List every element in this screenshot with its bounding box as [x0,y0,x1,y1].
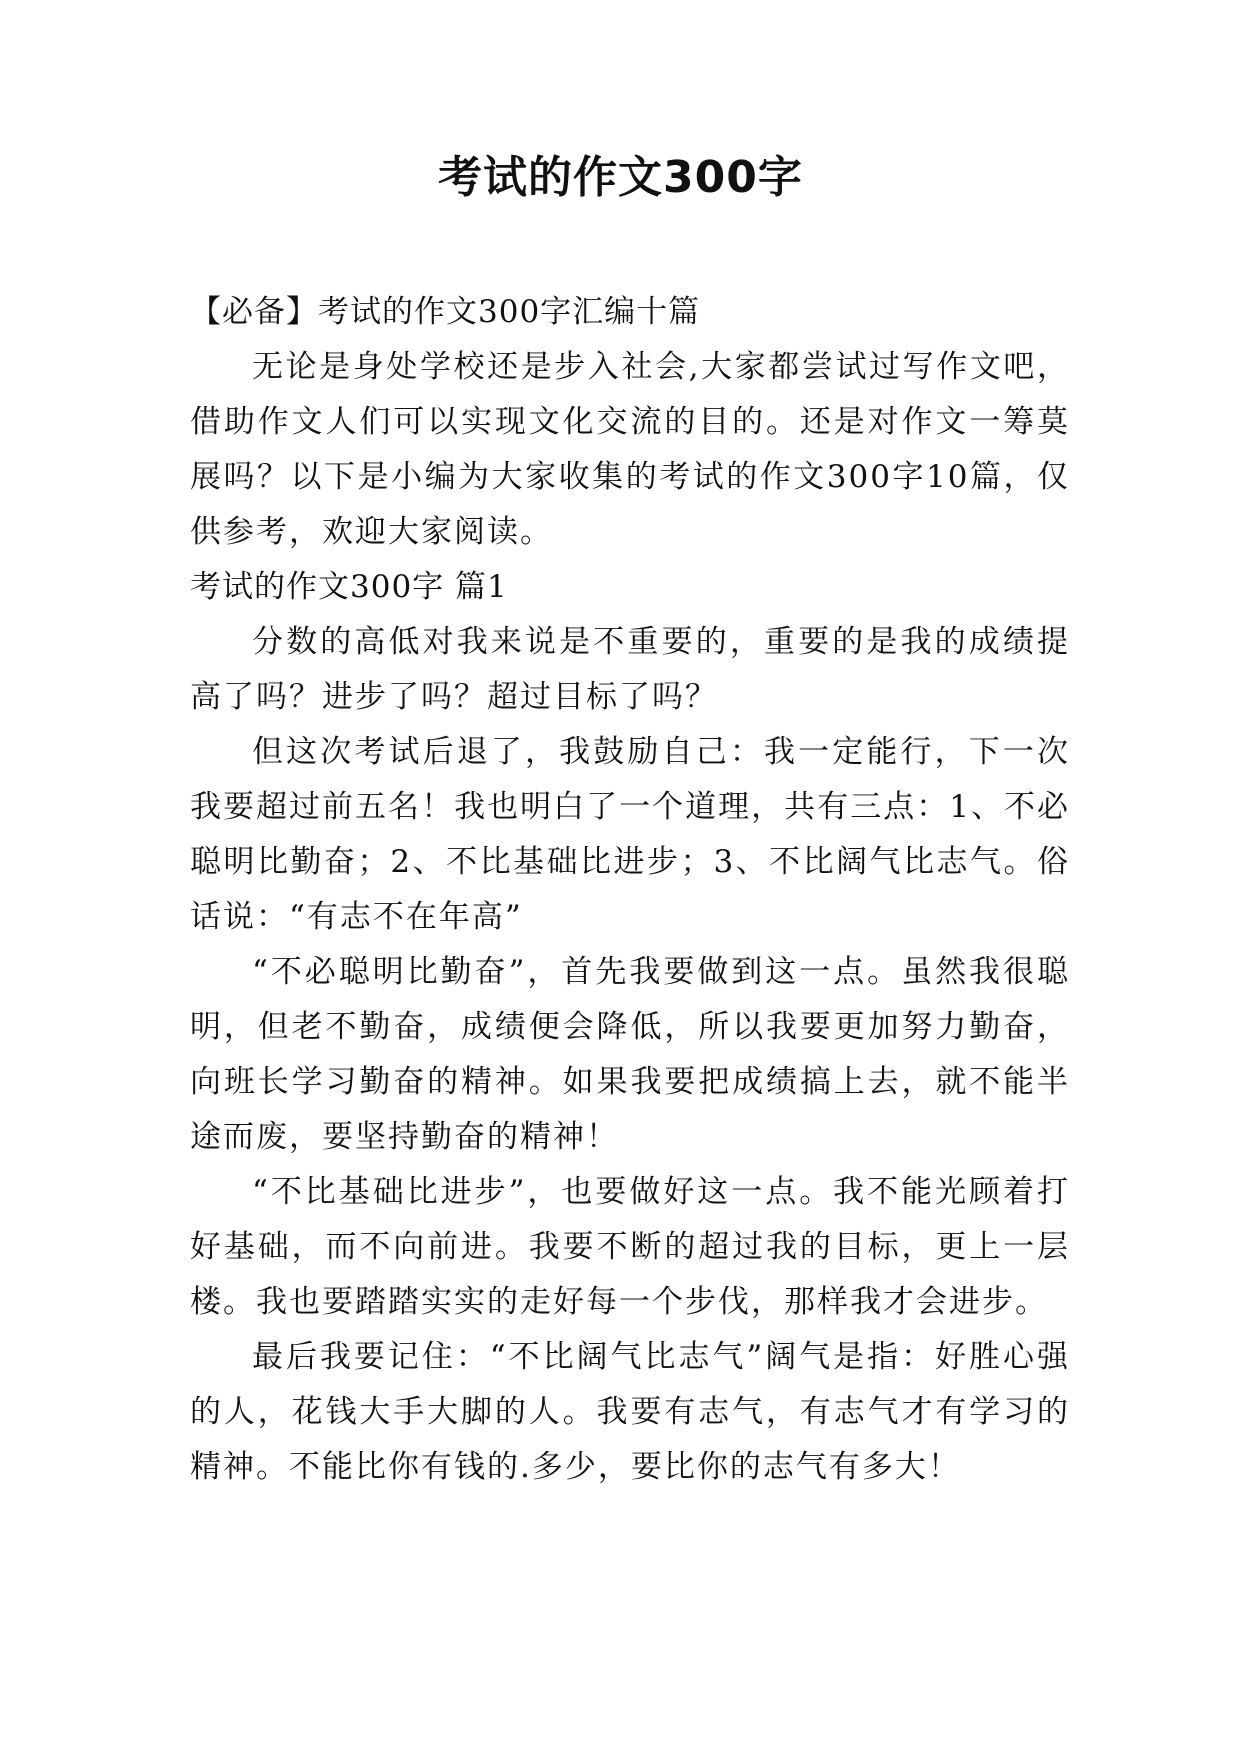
body-paragraph: 最后我要记住：“不比阔气比志气”阔气是指：好胜心强的人，花钱大手大脚的人。我要有志气，有志气才有学习的精神。不能比你有钱的.多少，要比你的志气有多大！ [190,1339,1070,1485]
body-paragraph: 但这次考试后退了，我鼓励自己：我一定能行，下一次我要超过前五名！我也明白了一个道理，共有三点：1、不必聪明比勤奋；2、不比基础比进步；3、不比阔气比志气。俗话说：“有志不在年高” [190,734,1070,935]
document-body [190,285,1070,1495]
document-title: 考试的作文300字 [438,152,803,203]
body-paragraph: “不必聪明比勤奋”，首先我要做到这一点。虽然我很聪明，但老不勤奋，成绩便会降低，所以我要更加努力勤奋，向班长学习勤奋的精神。如果我要把成绩搞上去，就不能半途而废，要坚持勤奋的精神！ [190,954,1070,1155]
intro-paragraph: 无论是身处学校还是步入社会,大家都尝试过写作文吧，借助作文人们可以实现文化交流的目的。还是对作文一筹莫展吗？以下是小编为大家收集的考试的作文300字10篇，仅供参考，欢迎大家阅读。 [190,349,1070,550]
collection-heading: 【必备】考试的作文300字汇编十篇 [190,294,701,330]
essay-heading: 考试的作文300字 篇1 [190,569,508,605]
body-paragraph: “不比基础比进步”，也要做好这一点。我不能光顾着打好基础，而不向前进。我要不断的超过我的目标，更上一层楼。我也要踏踏实实的走好每一个步伐，那样我才会进步。 [190,1174,1070,1320]
body-paragraph: 分数的高低对我来说是不重要的，重要的是我的成绩提高了吗？进步了吗？超过目标了吗？ [190,624,1070,715]
